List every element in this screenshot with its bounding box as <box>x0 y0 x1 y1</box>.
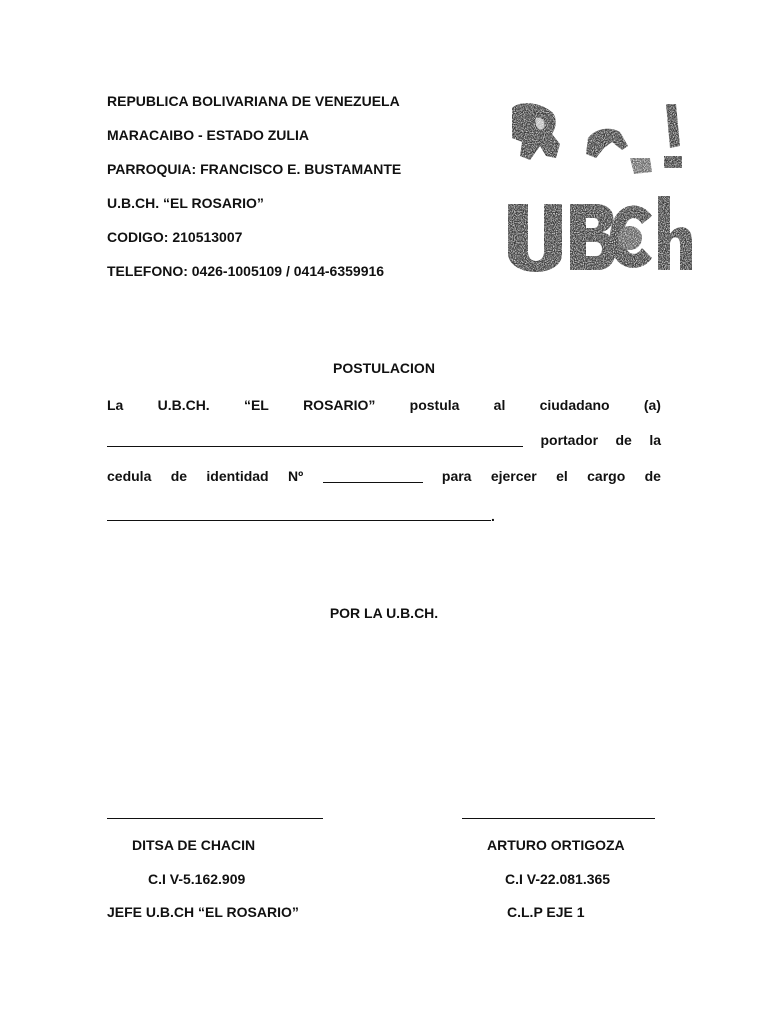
word: postula <box>409 397 460 413</box>
word: ejercer <box>490 468 537 484</box>
signature-line-left[interactable] <box>107 818 323 819</box>
header-parish: PARROQUIA: FRANCISCO E. BUSTAMANTE <box>107 161 402 177</box>
header-country: REPUBLICA BOLIVARIANA DE VENEZUELA <box>107 93 400 109</box>
header-city: MARACAIBO - ESTADO ZULIA <box>107 127 309 143</box>
word: Nº <box>287 468 304 484</box>
citizen-name-blank[interactable] <box>107 432 523 447</box>
word: La <box>107 397 124 413</box>
header-phone: TELEFONO: 0426-1005109 / 0414-6359916 <box>107 263 385 279</box>
id-number-blank[interactable] <box>323 468 423 483</box>
word: (a) <box>643 397 661 413</box>
signatory-name-left: DITSA DE CHACIN <box>132 837 256 853</box>
paragraph-line-2 <box>107 432 661 448</box>
word: de <box>644 468 661 484</box>
word: para <box>441 468 472 484</box>
signatory-name-right: ARTURO ORTIGOZA <box>487 837 625 853</box>
word: de <box>170 468 188 484</box>
word: de <box>615 432 632 448</box>
document-title: POSTULACION <box>333 360 435 376</box>
word: ciudadano <box>539 397 610 413</box>
signature-section-label: POR LA U.B.CH. <box>329 605 439 621</box>
signatory-id-left: C.I V-5.162.909 <box>148 871 246 887</box>
position-blank[interactable] <box>107 506 491 521</box>
word: cargo <box>587 468 626 484</box>
paragraph-line-3 <box>107 468 661 484</box>
word: U.B.CH. <box>157 397 210 413</box>
word: cedula <box>107 468 152 484</box>
header-ubch: U.B.CH. “EL ROSARIO” <box>107 195 264 211</box>
letterhead <box>107 92 467 296</box>
word: ROSARIO” <box>303 397 376 413</box>
signatory-role-left: JEFE U.B.CH “EL ROSARIO” <box>107 904 299 920</box>
word: al <box>493 397 506 413</box>
paragraph-line-4 <box>107 506 661 524</box>
word: portador <box>540 432 599 448</box>
header-code: CODIGO: 210513007 <box>107 229 243 245</box>
word: el <box>556 468 568 484</box>
signature-line-right[interactable] <box>462 818 655 819</box>
word: la <box>649 432 661 448</box>
period: . <box>491 508 495 524</box>
signatory-role-right: C.L.P EJE 1 <box>507 904 585 920</box>
paragraph-line-1 <box>107 397 661 413</box>
signatory-id-right: C.I V-22.081.365 <box>505 871 611 887</box>
ubch-stamp-logo-icon <box>500 98 700 284</box>
word: “EL <box>243 397 269 413</box>
word: identidad <box>206 468 269 484</box>
